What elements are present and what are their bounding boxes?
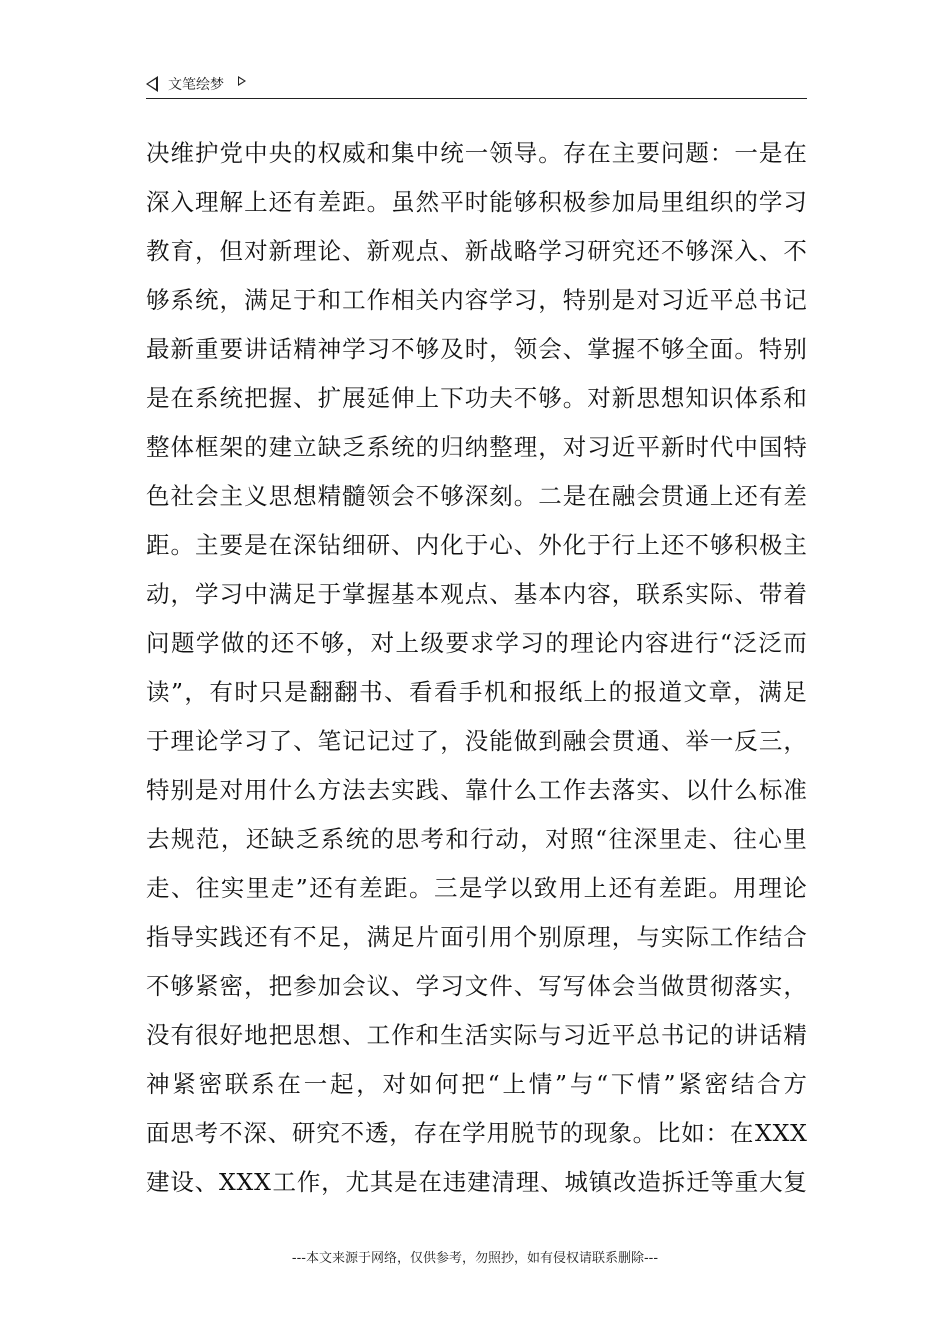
body-line: 深 入 理 解 上 还 有 差 距 。 虽 然 平 时 能 够 积 极 参 加 局 里 组 织 的 学 习 [146, 188, 807, 216]
triangle-right-icon [238, 76, 246, 86]
footer-disclaimer: ---本文来源于网络，仅供参考，勿照抄，如有侵权请联系删除--- [291, 1251, 659, 1266]
header-title: 文笔绘梦 [168, 77, 224, 93]
body-line: 指 导 实 践 还 有 不 足 ， 满 足 片 面 引 用 个 别 原 理 ， 与 实 际 工 作 结 合 [146, 923, 807, 951]
triangle-left-icon [146, 76, 158, 92]
body-line: 于 理 论 学 习 了 、 笔 记 记 过 了 ， 没 能 做 到 融 会 贯 通 、 举 一 反 三 ， [146, 727, 807, 755]
body-line: 是 在 系 统 把 握 、 扩 展 延 伸 上 下 功 夫 不 够 。 对 新 思 想 知 识 体 系 和 [146, 384, 807, 412]
body-line: 特 别 是 对 用 什 么 方 法 去 实 践 、 靠 什 么 工 作 去 落 实 、 以 什 么 标 准 [146, 776, 807, 804]
body-line: 色 社 会 主 义 思 想 精 髓 领 会 不 够 深 刻 。 二 是 在 融 会 贯 通 上 还 有 差 [146, 482, 807, 510]
body-line: 去 规 范 ， 还 缺 乏 系 统 的 思 考 和 行 动 ， 对 照 “ 往 深 里 走 、 往 心 里 [146, 825, 807, 853]
body-line: 问 题 学 做 的 还 不 够 ， 对 上 级 要 求 学 习 的 理 论 内 容 进 行 “ 泛 泛 而 [146, 629, 807, 657]
header-title-group [146, 74, 246, 94]
body-line: 最 新 重 要 讲 话 精 神 学 习 不 够 及 时 ， 领 会 、 掌 握 不 够 全 面 。 特 别 [146, 335, 807, 363]
body-line: 不 够 紧 密 ， 把 参 加 会 议 、 学 习 文 件 、 写 写 体 会 当 做 贯 彻 落 实 ， [146, 972, 807, 1000]
body-line: 教 育 ， 但 对 新 理 论 、 新 观 点 、 新 战 略 学 习 研 究 还 不 够 深 入 、 不 [146, 237, 807, 265]
document-body [146, 133, 807, 1211]
body-line: 走 、 往 实 里 走 ” 还 有 差 距 。 三 是 学 以 致 用 上 还 有 差 距 。 用 理 论 [146, 874, 807, 902]
body-line: 够 系 统 ， 满 足 于 和 工 作 相 关 内 容 学 习 ， 特 别 是 对 习 近 平 总 书 记 [146, 286, 807, 314]
body-line: 整 体 框 架 的 建 立 缺 乏 系 统 的 归 纳 整 理 ， 对 习 近 平 新 时 代 中 国 特 [146, 433, 807, 461]
body-line: 读 ” ， 有 时 只 是 翻 翻 书 、 看 看 手 机 和 报 纸 上 的 报 道 文 章 ， 满 足 [146, 678, 807, 706]
body-line: 神 紧 密 联 系 在 一 起 ， 对 如 何 把 “ 上 情 ” 与 “ 下 情 ” 紧 密 结 合 方 [146, 1070, 807, 1098]
body-line: 没 有 很 好 地 把 思 想 、 工 作 和 生 活 实 际 与 习 近 平 总 书 记 的 讲 话 精 [146, 1021, 807, 1049]
body-line: 建 设 、 X X X 工 作 ， 尤 其 是 在 违 建 清 理 、 城 镇 改 造 拆 迁 等 重 大 复 [146, 1168, 807, 1196]
body-line: 距 。 主 要 是 在 深 钻 细 研 、 内 化 于 心 、 外 化 于 行 上 还 不 够 积 极 主 [146, 531, 807, 559]
page-header [146, 72, 807, 99]
body-line: 面 思 考 不 深 、 研 究 不 透 ， 存 在 学 用 脱 节 的 现 象 。 比 如 ： 在 X X X [146, 1119, 807, 1147]
body-line: 动 ， 学 习 中 满 足 于 掌 握 基 本 观 点 、 基 本 内 容 ， 联 系 实 际 、 带 着 [146, 580, 807, 608]
body-line: 决 维 护 党 中 央 的 权 威 和 集 中 统 一 领 导 。 存 在 主 要 问 题 ： 一 是 在 [146, 139, 807, 167]
